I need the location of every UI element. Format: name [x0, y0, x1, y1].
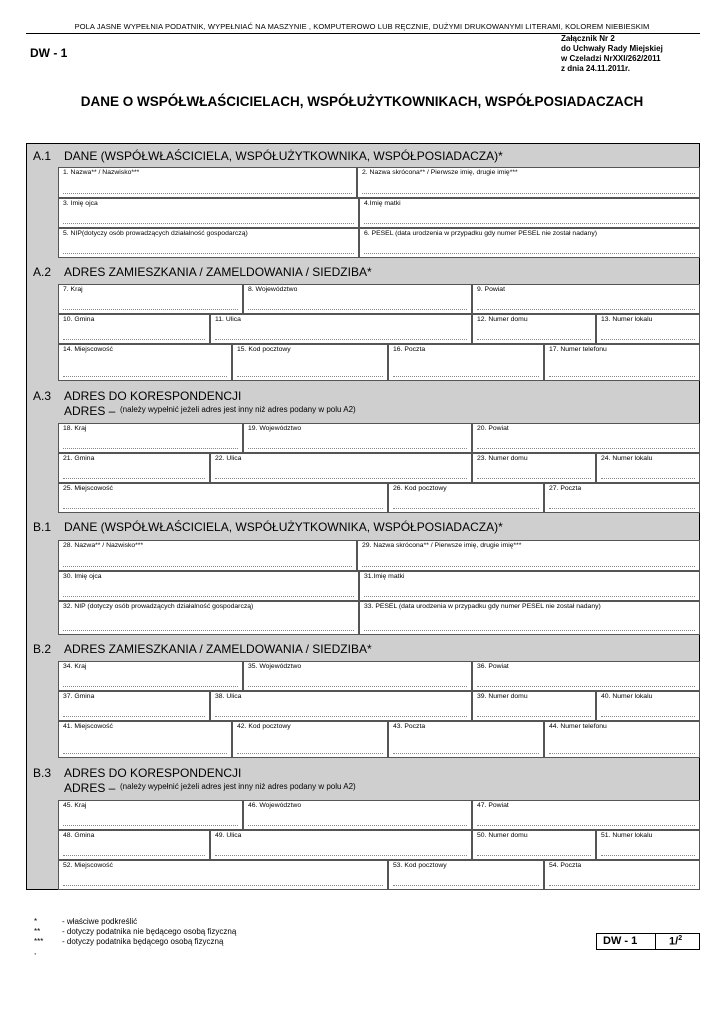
field-54[interactable] — [544, 860, 700, 890]
field-label: 44. Numer telefonu — [549, 723, 607, 730]
footnote-text: - dotyczy podatnika nie będącego osobą fizyczną — [62, 927, 237, 936]
field-label: 40. Numer lokalu — [601, 693, 653, 700]
field-label: 45. Kraj — [63, 802, 87, 809]
field-label: 13. Numer lokalu — [601, 316, 653, 323]
field-24[interactable] — [596, 453, 700, 483]
section-b3-note: (należy wypełnić jeżeli adres jest inny niż adres podany w polu A2) — [120, 782, 356, 791]
field-label: 51. Numer lokalu — [601, 832, 653, 839]
section-b1-title: DANE (WSPÓŁWŁAŚCICIELA, WSPÓŁUŻYTKOWNIKA, WSPÓŁPOSIADACZA)* — [64, 520, 503, 534]
field-label: 14. Miejscowość — [63, 346, 113, 353]
field-label: 19. Województwo — [248, 425, 302, 432]
field-31[interactable] — [359, 571, 700, 601]
field-26[interactable] — [388, 483, 544, 513]
field-3[interactable] — [58, 198, 359, 228]
field-2[interactable] — [357, 167, 700, 198]
field-5[interactable] — [58, 228, 359, 258]
section-a2-number: A.2 — [33, 265, 52, 279]
footnote-symbol: , — [34, 947, 37, 956]
field-6[interactable] — [359, 228, 700, 258]
field-label: 21. Gmina — [63, 455, 95, 462]
field-12[interactable] — [472, 314, 596, 344]
field-label: 33. PESEL (data urodzenia w przypadku gdy numer PESEL nie został nadany) — [364, 603, 601, 610]
field-label: 12. Numer domu — [477, 316, 528, 323]
field-18[interactable] — [58, 423, 243, 453]
section-a3-note: (należy wypełnić jeżeli adres jest inny niż adres podany w polu A2) — [120, 405, 356, 414]
footnote-text: - dotyczy podatnika będącego osobą fizyczną — [62, 937, 224, 946]
field-13[interactable] — [596, 314, 700, 344]
field-1[interactable] — [58, 167, 357, 198]
field-19[interactable] — [243, 423, 472, 453]
section-b3-sub-label: ADRES – — [64, 781, 116, 795]
field-25[interactable] — [58, 483, 388, 513]
section-a1-number: A.1 — [33, 149, 52, 163]
field-41[interactable] — [58, 721, 232, 758]
field-label: 27. Poczta — [549, 485, 582, 492]
section-b3-number: B.3 — [33, 766, 52, 780]
field-29[interactable] — [357, 540, 700, 571]
field-label: 30. Imię ojca — [63, 573, 102, 580]
annex-line: w Czeladzi NrXXI/262/2011 — [561, 54, 661, 63]
field-37[interactable] — [58, 691, 210, 721]
field-39[interactable] — [472, 691, 596, 721]
field-44[interactable] — [544, 721, 700, 758]
field-32[interactable] — [58, 601, 359, 635]
section-a3-sub-label: ADRES – — [64, 404, 116, 418]
field-51[interactable] — [596, 830, 700, 860]
field-label: 25. Miejscowość — [63, 485, 113, 492]
field-52[interactable] — [58, 860, 388, 890]
field-10[interactable] — [58, 314, 210, 344]
page-indicator — [596, 933, 700, 950]
annex-line: do Uchwały Rady Miejskiej — [561, 44, 663, 53]
field-label: 47. Powiat — [477, 802, 509, 809]
field-label: 36. Powiat — [477, 663, 509, 670]
field-label: 48. Gmina — [63, 832, 95, 839]
field-33[interactable] — [359, 601, 700, 635]
annex-line: z dnia 24.11.2011r. — [561, 64, 630, 73]
field-35[interactable] — [243, 661, 472, 691]
page-form-code: DW - 1 — [603, 935, 638, 947]
field-label: 7. Kraj — [63, 286, 83, 293]
footnote-symbol: ** — [34, 927, 41, 936]
field-15[interactable] — [232, 344, 388, 381]
section-b3-title: ADRES DO KORESPONDENCJI — [64, 766, 242, 780]
field-50[interactable] — [472, 830, 596, 860]
field-4[interactable] — [359, 198, 700, 228]
field-label: 28. Nazwa** / Nazwisko*** — [63, 542, 144, 549]
field-label: 18. Kraj — [63, 425, 87, 432]
section-b2-number: B.2 — [33, 642, 52, 656]
field-47[interactable] — [472, 800, 700, 830]
field-label: 1. Nazwa** / Nazwisko*** — [63, 169, 140, 176]
field-label: 35. Województwo — [248, 663, 302, 670]
footnote-symbol: * — [34, 917, 38, 926]
section-a3-title: ADRES DO KORESPONDENCJI — [64, 389, 242, 403]
field-label: 29. Nazwa skrócona** / Pierwsze imię, drugie imię*** — [362, 542, 522, 549]
field-11[interactable] — [210, 314, 472, 344]
form-title: DANE O WSPÓŁWŁAŚCICIELACH, WSPÓŁUŻYTKOWNIKACH, WSPÓŁPOSIADACZACH — [80, 94, 644, 109]
field-14[interactable] — [58, 344, 232, 381]
field-label: 31.Imię matki — [364, 573, 405, 580]
field-23[interactable] — [472, 453, 596, 483]
section-a2-title: ADRES ZAMIESZKANIA / ZAMELDOWANIA / SIEDZIBA* — [64, 265, 372, 279]
field-label: 54. Poczta — [549, 862, 582, 869]
field-label: 32. NIP (dotyczy osób prowadzących działalność gospodarczą) — [63, 603, 254, 610]
field-28[interactable] — [58, 540, 357, 571]
field-label: 22. Ulica — [215, 455, 242, 462]
field-label: 39. Numer domu — [477, 693, 528, 700]
field-8[interactable] — [243, 284, 472, 314]
field-36[interactable] — [472, 661, 700, 691]
field-34[interactable] — [58, 661, 243, 691]
section-b2-title: ADRES ZAMIESZKANIA / ZAMELDOWANIA / SIEDZIBA* — [64, 642, 372, 656]
field-label: 15. Kod pocztowy — [237, 346, 291, 353]
field-21[interactable] — [58, 453, 210, 483]
field-7[interactable] — [58, 284, 243, 314]
footnote-text: - właściwe podkreślić — [62, 917, 138, 926]
section-b1-number: B.1 — [33, 520, 52, 534]
field-label: 53. Kod pocztowy — [393, 862, 447, 869]
field-53[interactable] — [388, 860, 544, 890]
field-45[interactable] — [58, 800, 243, 830]
field-label: 26. Kod pocztowy — [393, 485, 447, 492]
field-label: 3. Imię ojca — [63, 200, 98, 207]
field-label: 50. Numer domu — [477, 832, 528, 839]
field-30[interactable] — [58, 571, 359, 601]
field-label: 41. Miejscowość — [63, 723, 113, 730]
field-label: 16. Poczta — [393, 346, 426, 353]
field-label: 4.Imię matki — [364, 200, 401, 207]
page-number: 1/$^2$ — [669, 935, 683, 948]
field-label: 23. Numer domu — [477, 455, 528, 462]
field-label: 20. Powiat — [477, 425, 509, 432]
field-40[interactable] — [596, 691, 700, 721]
field-label: 46. Województwo — [248, 802, 302, 809]
field-9[interactable] — [472, 284, 700, 314]
field-label: 24. Numer lokalu — [601, 455, 653, 462]
field-label: 34. Kraj — [63, 663, 87, 670]
field-label: 52. Miejscowość — [63, 862, 113, 869]
field-label: 9. Powiat — [477, 286, 505, 293]
fill-instruction: POLA JASNE WYPEŁNIA PODATNIK, WYPEŁNIAĆ NA MASZYNIE , KOMPUTEROWO LUB RĘCZNIE, DUŻYMI DRUKOWANYMI LITERAMI, KOLOREM NIEBIESKIM — [74, 22, 650, 31]
field-17[interactable] — [544, 344, 700, 381]
field-label: 6. PESEL (data urodzenia w przypadku gdy numer PESEL nie został nadany) — [364, 230, 597, 237]
field-label: 43. Poczta — [393, 723, 426, 730]
section-a3-number: A.3 — [33, 389, 52, 403]
section-a1-title: DANE (WSPÓŁWŁAŚCICIELA, WSPÓŁUŻYTKOWNIKA, WSPÓŁPOSIADACZA)* — [64, 149, 503, 163]
field-46[interactable] — [243, 800, 472, 830]
field-49[interactable] — [210, 830, 472, 860]
field-label: 5. NIP(dotyczy osób prowadzących działalność gospodarczą) — [63, 230, 248, 237]
annex-info — [561, 34, 663, 74]
field-label: 42. Kod pocztowy — [237, 723, 291, 730]
field-27[interactable] — [544, 483, 700, 513]
form-code: DW - 1 — [30, 46, 68, 60]
footnotes — [0, 917, 400, 967]
field-label: 11. Ulica — [215, 316, 241, 323]
footnote-symbol: *** — [34, 937, 44, 946]
field-label: 2. Nazwa skrócona** / Pierwsze imię, drugie imię*** — [362, 169, 518, 176]
annex-line: Załącznik Nr 2 — [561, 34, 615, 43]
field-20[interactable] — [472, 423, 700, 453]
field-38[interactable] — [210, 691, 472, 721]
field-label: 10. Gmina — [63, 316, 95, 323]
field-42[interactable] — [232, 721, 388, 758]
field-22[interactable] — [210, 453, 472, 483]
field-43[interactable] — [388, 721, 544, 758]
field-16[interactable] — [388, 344, 544, 381]
field-label: 37. Gmina — [63, 693, 95, 700]
field-label: 38. Ulica — [215, 693, 242, 700]
field-label: 49. Ulica — [215, 832, 242, 839]
field-label: 8. Województwo — [248, 286, 298, 293]
field-48[interactable] — [58, 830, 210, 860]
field-label: 17. Numer telefonu — [549, 346, 607, 353]
